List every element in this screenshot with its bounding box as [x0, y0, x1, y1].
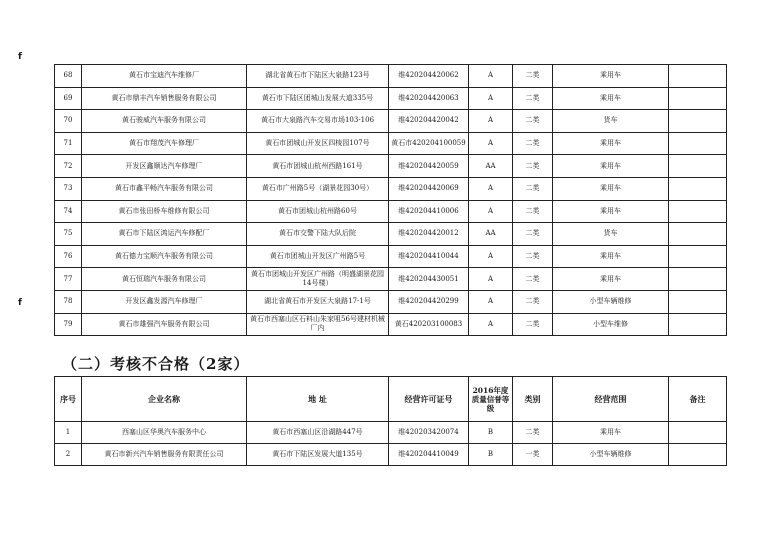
cell-scope: 乘用车: [553, 132, 669, 155]
cell-scope: 乘用车: [553, 177, 669, 200]
cell-address: 黄石市西塞山区沿湖路447号: [247, 422, 389, 444]
cell-grade: AA: [469, 155, 513, 178]
cell-address: 黄石市团城山开发区四棱园107号: [247, 132, 389, 155]
cell-address: 黄石市下陆区发展大道135号: [247, 444, 389, 466]
cell-license: 维420204430051: [389, 268, 469, 291]
cell-grade: A: [469, 110, 513, 133]
cell-scope: 小型车辆维修: [553, 290, 669, 313]
cell-name: 黄石德力宝顺汽车服务有限公司: [82, 245, 247, 268]
header-category: 类别: [513, 377, 553, 422]
table-row: [55, 422, 727, 444]
table-row: [55, 132, 727, 155]
cell-no: 78: [55, 290, 82, 313]
header-grade: 2016年度质量信誉等级: [469, 377, 513, 422]
cell-license: 维420204410049: [389, 444, 469, 466]
cell-grade: A: [469, 87, 513, 110]
cell-license: 维420204410044: [389, 245, 469, 268]
cell-note: [669, 290, 727, 313]
table-row: [55, 223, 727, 246]
table-row: [55, 313, 727, 336]
cell-no: 2: [55, 444, 82, 466]
cell-grade: AA: [469, 223, 513, 246]
table-row: [55, 290, 727, 313]
table-header-row: [55, 377, 727, 422]
cell-category: 二类: [513, 132, 553, 155]
qualified-enterprise-table: [54, 64, 727, 336]
cell-license: 黄石市420204100059: [389, 132, 469, 155]
cell-no: 73: [55, 177, 82, 200]
cell-note: [669, 422, 727, 444]
cell-scope: 小型车辆维修: [553, 444, 669, 466]
cell-license: 维420204420063: [389, 87, 469, 110]
table-row: [55, 177, 727, 200]
cell-grade: B: [469, 444, 513, 466]
cell-no: 70: [55, 110, 82, 133]
cell-name: 西塞山区华奥汽车服务中心: [82, 422, 247, 444]
cell-name: 开发区鑫顺达汽车修理厂: [82, 155, 247, 178]
cell-grade: A: [469, 245, 513, 268]
cell-name: 黄石市新兴汽车销售服务有限责任公司: [82, 444, 247, 466]
cell-name: 黄石市鑫平畅汽车服务有限公司: [82, 177, 247, 200]
cell-address: 黄石市下陆区团城山发展大道335号: [247, 87, 389, 110]
cell-license: 黄石420203100083: [389, 313, 469, 336]
cell-scope: 小型车维修: [553, 313, 669, 336]
cell-name: 黄石市宝迪汽车维修厂: [82, 65, 247, 88]
cell-no: 72: [55, 155, 82, 178]
cell-address: 黄石市广州路5号（湖景花园30号）: [247, 177, 389, 200]
cell-note: [669, 132, 727, 155]
cell-no: 71: [55, 132, 82, 155]
cell-category: 二类: [513, 223, 553, 246]
cell-note: [669, 444, 727, 466]
cell-grade: A: [469, 313, 513, 336]
cell-name: 黄石市雄强汽车服务有限公司: [82, 313, 247, 336]
table-row: [55, 200, 727, 223]
cell-note: [669, 268, 727, 291]
cell-name: 黄石骏威汽车服务有限公司: [82, 110, 247, 133]
cell-name: 黄石市张田桥车维修有限公司: [82, 200, 247, 223]
cell-scope: 乘用车: [553, 245, 669, 268]
cell-scope: 乘用车: [553, 155, 669, 178]
cell-note: [669, 313, 727, 336]
cell-address: 黄石市团城山开发区广州路5号: [247, 245, 389, 268]
header-scope: 经营范围: [553, 377, 669, 422]
cell-address: 黄石市西塞山区石料山朱家咀56号建材机械厂内: [247, 313, 389, 336]
table-row: [55, 444, 727, 466]
cell-name: 黄石市下陆区鸿运汽车修配厂: [82, 223, 247, 246]
cell-note: [669, 223, 727, 246]
cell-license: 维420204420012: [389, 223, 469, 246]
cell-note: [669, 65, 727, 88]
cell-license: 维420204420062: [389, 65, 469, 88]
cell-grade: B: [469, 422, 513, 444]
cell-scope: 乘用车: [553, 422, 669, 444]
cell-scope: 货车: [553, 223, 669, 246]
unqualified-enterprise-table: [54, 376, 727, 466]
cell-category: 二类: [513, 422, 553, 444]
cell-grade: A: [469, 268, 513, 291]
cell-scope: 乘用车: [553, 200, 669, 223]
cell-category: 二类: [513, 110, 553, 133]
cell-no: 77: [55, 268, 82, 291]
table-row: [55, 87, 727, 110]
table-row: [55, 65, 727, 88]
cell-no: 68: [55, 65, 82, 88]
cell-scope: 乘用车: [553, 268, 669, 291]
cell-note: [669, 177, 727, 200]
cell-grade: A: [469, 177, 513, 200]
cell-note: [669, 110, 727, 133]
cell-note: [669, 200, 727, 223]
cell-address: 黄石市大泉路汽车交易市场103-106: [247, 110, 389, 133]
cell-address: 湖北省黄石市下陆区大泉路123号: [247, 65, 389, 88]
cell-license: 维420204410006: [389, 200, 469, 223]
header-name: 企业名称: [82, 377, 247, 422]
cell-category: 二类: [513, 177, 553, 200]
header-note: 备注: [669, 377, 727, 422]
cell-category: 二类: [513, 245, 553, 268]
cell-address: 黄石市团城山杭州西路161号: [247, 155, 389, 178]
cell-address: 湖北省黄石市开发区大泉路17-1号: [247, 290, 389, 313]
cell-no: 69: [55, 87, 82, 110]
cell-name: 黄石市鼎丰汽车销售服务有限公司: [82, 87, 247, 110]
cell-scope: 乘用车: [553, 65, 669, 88]
cell-category: 二类: [513, 290, 553, 313]
cell-category: 一类: [513, 444, 553, 466]
cell-grade: A: [469, 132, 513, 155]
header-address: 地 址: [247, 377, 389, 422]
cell-name: 黄石恒瑞汽车服务有限公司: [82, 268, 247, 291]
cell-category: 二类: [513, 87, 553, 110]
cell-category: 二类: [513, 65, 553, 88]
cell-grade: A: [469, 65, 513, 88]
cell-no: 74: [55, 200, 82, 223]
cell-address: 黄石市交警下陆大队后院: [247, 223, 389, 246]
cell-no: 76: [55, 245, 82, 268]
cell-category: 二类: [513, 155, 553, 178]
cell-license: 维420203420074: [389, 422, 469, 444]
margin-mark: f: [18, 298, 22, 308]
cell-license: 维420204420069: [389, 177, 469, 200]
cell-address: 黄石市团城山开发区广州路（明盛湖景花园14号楼）: [247, 268, 389, 291]
cell-category: 二类: [513, 313, 553, 336]
table-row: [55, 268, 727, 291]
cell-no: 75: [55, 223, 82, 246]
cell-name: 黄石市翔茂汽车修理厂: [82, 132, 247, 155]
header-no: 序号: [55, 377, 82, 422]
cell-scope: 货车: [553, 110, 669, 133]
cell-note: [669, 245, 727, 268]
table-row: [55, 245, 727, 268]
cell-category: 二类: [513, 268, 553, 291]
cell-note: [669, 87, 727, 110]
cell-grade: A: [469, 200, 513, 223]
cell-address: 黄石市团城山杭州路60号: [247, 200, 389, 223]
cell-no: 79: [55, 313, 82, 336]
cell-license: 维420204420059: [389, 155, 469, 178]
header-license: 经营许可证号: [389, 377, 469, 422]
cell-note: [669, 155, 727, 178]
table-row: [55, 110, 727, 133]
cell-license: 维420204420299: [389, 290, 469, 313]
cell-scope: 乘用车: [553, 87, 669, 110]
cell-grade: A: [469, 290, 513, 313]
cell-license: 维420204420042: [389, 110, 469, 133]
cell-no: 1: [55, 422, 82, 444]
cell-name: 开发区鑫发源汽车修理厂: [82, 290, 247, 313]
cell-category: 二类: [513, 200, 553, 223]
margin-mark: f: [18, 52, 22, 62]
section-title: （二）考核不合格（2家）: [62, 355, 250, 373]
table-row: [55, 155, 727, 178]
